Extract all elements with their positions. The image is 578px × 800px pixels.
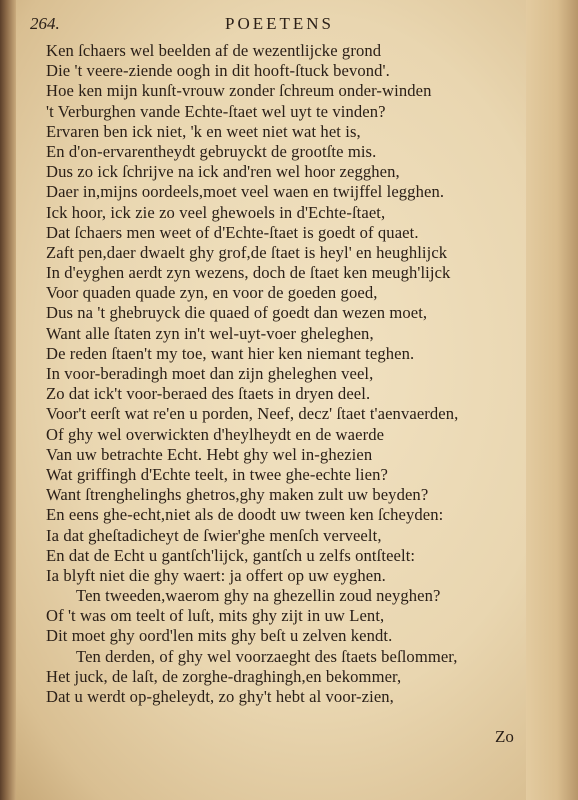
poem-line: Hoe ken mijn kunſt-vrouw zonder ſchreum onder-winden	[46, 81, 432, 101]
poem-line: Ia blyft niet die ghy waert: ja offert op uw eyghen.	[46, 565, 386, 585]
poem-line: Die 't veere-ziende oogh in dit hooft-ſtuck bevond'.	[46, 61, 390, 81]
poem-line: De reden ſtaen't my toe, want hier ken niemant teghen.	[46, 343, 415, 363]
page-header	[30, 12, 530, 36]
poem-line: Dit moet ghy oord'len mits ghy beſt u zelven kendt.	[46, 626, 393, 646]
poem-line: Of 't was om teelt of luſt, mits ghy zijt in uw Lent,	[46, 606, 385, 626]
poem-line: Want alle ſtaten zyn in't wel-uyt-voer gheleghen,	[46, 323, 374, 343]
poem-line: Dus na 't ghebruyck die quaed of goedt dan wezen moet,	[46, 303, 428, 323]
running-head: POEETENS	[225, 14, 334, 33]
catchword: Zo	[495, 727, 514, 746]
poem-line: Of ghy wel overwickten d'heylheydt en de waerde	[46, 424, 385, 444]
poem-line: Dat u werdt op-gheleydt, zo ghy't hebt al voor-zien,	[46, 687, 394, 706]
poem-line: In d'eyghen aerdt zyn wezens, doch de ſtaet ken meugh'lijck	[46, 263, 451, 283]
poem-line: Dus zo ick ſchrijve na ick and'ren wel hoor zegghen,	[46, 162, 400, 182]
poem-line: Het juck, de laſt, de zorghe-draghingh,en bekommer,	[46, 666, 402, 686]
poem-line: Zaft pen,daer dwaelt ghy grof,de ſtaet is heyl' en heughlijck	[46, 242, 448, 262]
poem-line: Daer in,mijns oordeels,moet veel waen en twijffel legghen.	[46, 182, 445, 202]
poem-line: En d'on-ervarentheydt gebruyckt de grootſte mis.	[46, 141, 377, 161]
poem-line: Wat griffingh d'Echte teelt, in twee ghe-echte lien?	[46, 464, 388, 484]
poem-line: In voor-beradingh moet dan zijn gheleghen veel,	[46, 364, 374, 383]
poem-line: En dat de Echt u gantſch'lijck, gantſch u zelfs ontſteelt:	[46, 545, 416, 565]
poem-line: Dat ſchaers men weet of d'Echte-ſtaet is goedt of quaet.	[46, 222, 419, 242]
poem-line: Voor't eerſt wat re'en u porden, Neef, decz' ſtaet t'aenvaerden,	[46, 404, 459, 424]
poem-line: Voor quaden quade zyn, en voor de goeden goed,	[46, 283, 378, 303]
poem-line: 't Verburghen vande Echte-ſtaet wel uyt te vinden?	[46, 101, 386, 121]
poem-line: Ia dat gheſtadicheyt de ſwier'ghe menſch verveelt,	[46, 525, 382, 545]
page-number: 264.	[30, 14, 60, 33]
facing-page-edge	[526, 0, 578, 800]
poem-line: Van uw betrachte Echt. Hebt ghy wel in-ghezien	[46, 444, 373, 464]
poem-line: Ten derden, of ghy wel voorzaeght des ſtaets beſlommer,	[76, 646, 458, 666]
poem-line: Ick hoor, ick zie zo veel ghewoels in d'Echte-ſtaet,	[46, 202, 386, 222]
poem-line: Ervaren ben ick niet, 'k en weet niet wat het is,	[46, 121, 361, 141]
poem-line: Ten tweeden,waerom ghy na ghezellin zoud neyghen?	[76, 586, 441, 606]
poem-text	[46, 41, 526, 707]
poem-line: Want ſtrenghelinghs ghetros,ghy maken zult uw beyden?	[46, 485, 429, 505]
poem-line: Ken ſchaers wel beelden af de wezentlijcke grond	[46, 41, 382, 60]
poem-line: Zo dat ick't voor-beraed des ſtaets in dryen deel.	[46, 384, 371, 404]
poem-line: En eens ghe-echt,niet als de doodt uw tween ken ſcheyden:	[46, 505, 444, 525]
page-gutter	[0, 0, 16, 800]
